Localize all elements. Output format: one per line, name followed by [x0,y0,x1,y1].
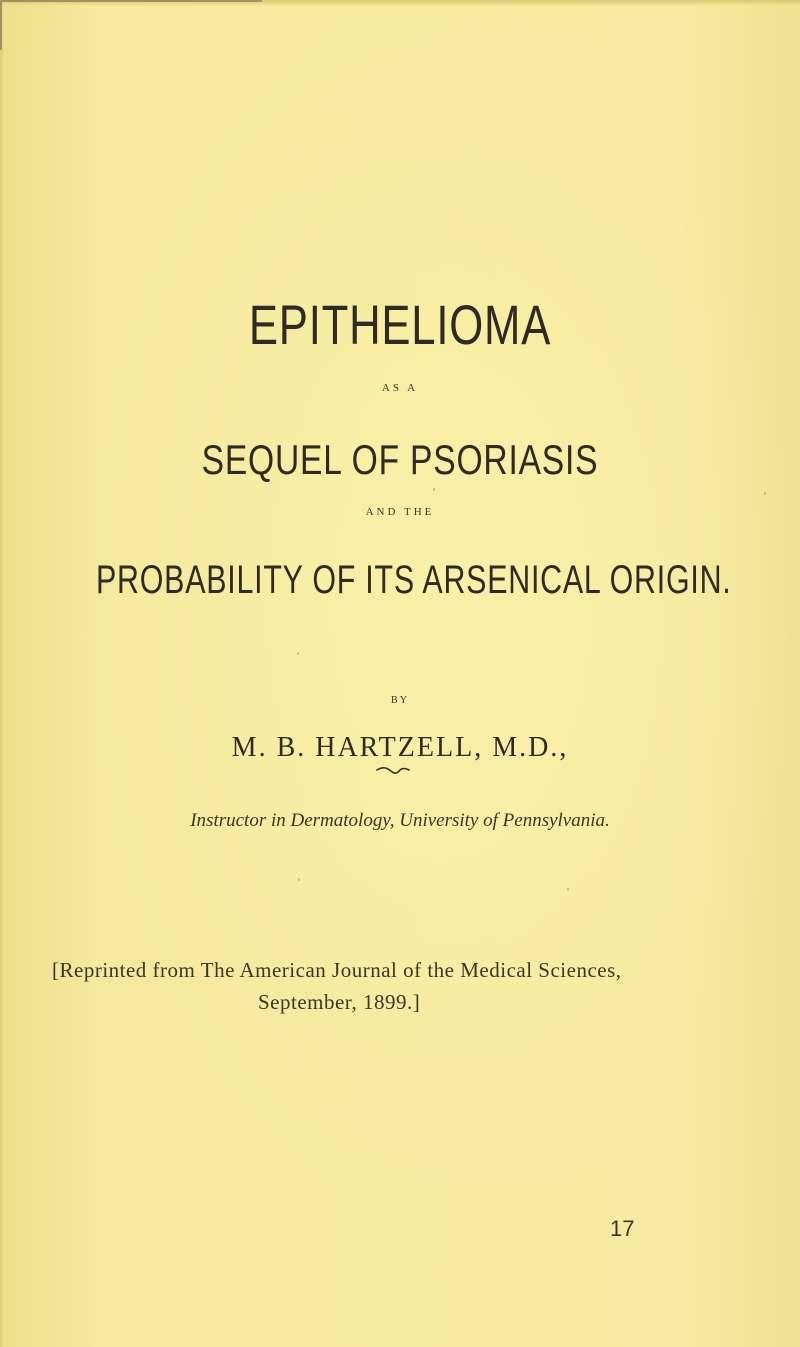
handwritten-flourish-icon [375,764,415,778]
paper-speck [764,492,766,495]
connector-as-a: AS A [381,382,419,394]
paper-speck [567,888,569,891]
reprint-notice-line-2: September, 1899.] [258,990,421,1014]
page-edge-left [0,0,4,1347]
reprint-notice-line-1: [Reprinted from The American Journal of the Medical Sciences, [52,958,622,982]
title-probability-of-arsenical-origin: PROBABILITY OF ITS ARSENICAL ORIGIN. [96,558,732,602]
paper-speck [297,652,299,655]
title-epithelioma: EPITHELIOMA [248,293,552,356]
page-number: 17 [610,1216,635,1241]
paper-speck [298,878,300,881]
page-corner-mark [0,0,262,50]
author-name: M. B. HARTZELL, M.D., [231,732,569,763]
paper-speck [433,488,435,491]
title-sequel-of-psoriasis: SEQUEL OF PSORIASIS [201,436,599,483]
author-affiliation: Instructor in Dermatology, University of Pennsylvania. [190,810,610,831]
byline-label: BY [391,695,409,706]
connector-and-the: AND THE [365,506,435,518]
